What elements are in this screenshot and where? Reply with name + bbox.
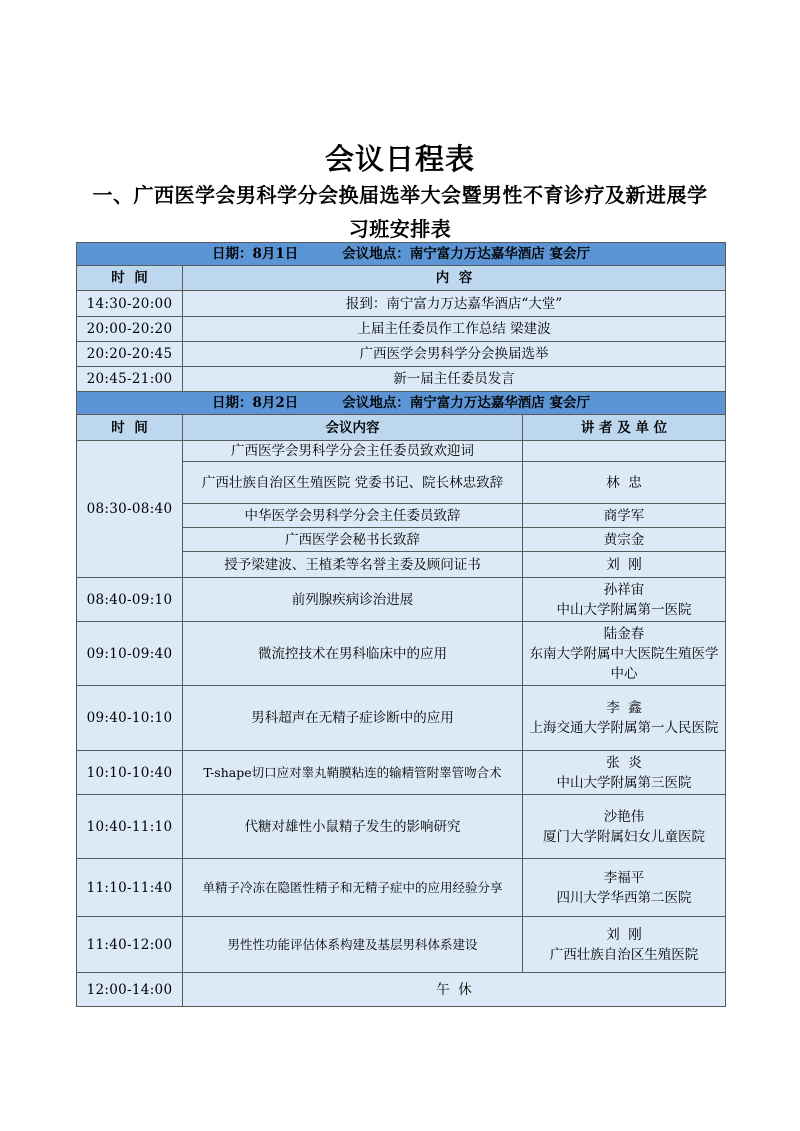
content-cell: 男科超声在无精子症诊断中的应用 (183, 686, 523, 751)
table-row (77, 795, 726, 859)
speaker-unit: 厦门大学附属妇女儿童医院 (543, 828, 705, 845)
content-cell: T-shape切口应对睾丸鞘膜粘连的输精管附睾管吻合术 (183, 751, 523, 795)
content-cell: 报到：南宁富力万达嘉华酒店“大堂” (183, 291, 726, 317)
page-subtitle: 一、广西医学会男科学分会换届选举大会暨男性不育诊疗及新进展学习班安排表 (92, 183, 708, 241)
content-cell: 广西医学会男科学分会主任委员致欢迎词 (183, 441, 523, 462)
table-row (77, 367, 726, 392)
content-cell: 午 休 (183, 973, 726, 1007)
time-cell: 11:10-11:40 (77, 859, 183, 917)
table-row (77, 441, 726, 462)
speaker-unit: 中山大学附属第三医院 (556, 774, 692, 791)
time-cell: 20:20-20:45 (77, 342, 183, 367)
table-row (77, 973, 726, 1007)
time-cell: 10:40-11:10 (77, 795, 183, 859)
table-row (77, 859, 726, 917)
day1-band (77, 243, 726, 266)
day2-venue: 会议地点：南宁富力万达嘉华酒店 宴会厅 (342, 395, 590, 411)
speaker-unit: 四川大学华西第二医院 (556, 889, 692, 906)
speaker-unit: 东南大学附属中大医院生殖医学中心 (529, 645, 719, 682)
content-cell: 新一届主任委员发言 (183, 367, 726, 392)
content-cell: 男性性功能评估体系构建及基层男科体系建设 (183, 917, 523, 973)
page-title: 会议日程表 (324, 142, 475, 176)
day2-speaker-header: 讲 者 及 单 位 (523, 415, 726, 441)
content-cell: 微流控技术在男科临床中的应用 (183, 622, 523, 686)
day2-header-row (77, 415, 726, 441)
day2-band (77, 392, 726, 415)
content-cell: 广西医学会秘书长致辞 (183, 528, 523, 552)
content-cell: 中华医学会男科学分会主任委员致辞 (183, 504, 523, 528)
table-row (77, 751, 726, 795)
table-row (77, 578, 726, 622)
speaker-name: 张 炎 (606, 754, 642, 771)
speaker-cell (523, 686, 726, 751)
schedule-table (76, 242, 726, 1007)
speaker-cell (523, 622, 726, 686)
day1-content-header: 内 容 (183, 266, 726, 291)
speaker-name: 陆金春 (603, 625, 645, 642)
time-cell: 09:40-10:10 (77, 686, 183, 751)
table-row (77, 686, 726, 751)
speaker-unit: 中山大学附属第一医院 (556, 601, 692, 618)
speaker-name: 李 鑫 (606, 700, 642, 716)
day1-time-header: 时 间 (77, 266, 183, 291)
time-cell: 10:10-10:40 (77, 751, 183, 795)
speaker-name: 沙艳伟 (603, 808, 645, 825)
day1-header-row (77, 266, 726, 291)
table-row (77, 291, 726, 317)
speaker-cell (523, 441, 726, 462)
speaker-cell: 林 忠 (523, 462, 726, 504)
speaker-cell (523, 578, 726, 622)
speaker-unit: 广西壮族自治区生殖医院 (549, 946, 699, 963)
table-row (77, 622, 726, 686)
speaker-cell (523, 751, 726, 795)
time-cell: 14:30-20:00 (77, 291, 183, 317)
table-row (77, 317, 726, 342)
time-cell: 11:40-12:00 (77, 917, 183, 973)
day1-date: 日期：8月1日 (212, 246, 299, 262)
time-cell: 12:00-14:00 (77, 973, 183, 1007)
speaker-cell (523, 859, 726, 917)
speaker-name: 刘 刚 (606, 926, 642, 943)
day2-time-header: 时 间 (77, 415, 183, 441)
time-cell: 08:40-09:10 (77, 578, 183, 622)
content-cell: 前列腺疾病诊治进展 (183, 578, 523, 622)
time-cell: 20:45-21:00 (77, 367, 183, 392)
speaker-name: 李福平 (603, 869, 645, 886)
content-cell: 授予梁建波、王植柔等名誉主委及顾问证书 (183, 552, 523, 578)
time-cell: 09:10-09:40 (77, 622, 183, 686)
day2-date: 日期：8月2日 (212, 395, 299, 411)
table-row (77, 917, 726, 973)
speaker-cell (523, 917, 726, 973)
table-row (77, 342, 726, 367)
content-cell: 上届主任委员作工作总结 梁建波 (183, 317, 726, 342)
content-cell: 代糖对雄性小鼠精子发生的影响研究 (183, 795, 523, 859)
day1-venue: 会议地点：南宁富力万达嘉华酒店 宴会厅 (342, 246, 590, 262)
speaker-cell: 黄宗金 (523, 528, 726, 552)
time-cell: 08:30-08:40 (77, 441, 183, 578)
content-cell: 单精子冷冻在隐匿性精子和无精子症中的应用经验分享 (183, 859, 523, 917)
content-cell: 广西医学会男科学分会换届选举 (183, 342, 726, 367)
speaker-cell (523, 795, 726, 859)
speaker-cell: 商学军 (523, 504, 726, 528)
day2-content-header: 会议内容 (183, 415, 523, 441)
time-cell: 20:00-20:20 (77, 317, 183, 342)
content-cell: 广西壮族自治区生殖医院 党委书记、院长林忠致辞 (183, 462, 523, 504)
speaker-cell: 刘 刚 (523, 552, 726, 578)
speaker-unit: 上海交通大学附属第一人民医院 (529, 720, 719, 736)
speaker-name: 孙祥宙 (603, 581, 645, 598)
